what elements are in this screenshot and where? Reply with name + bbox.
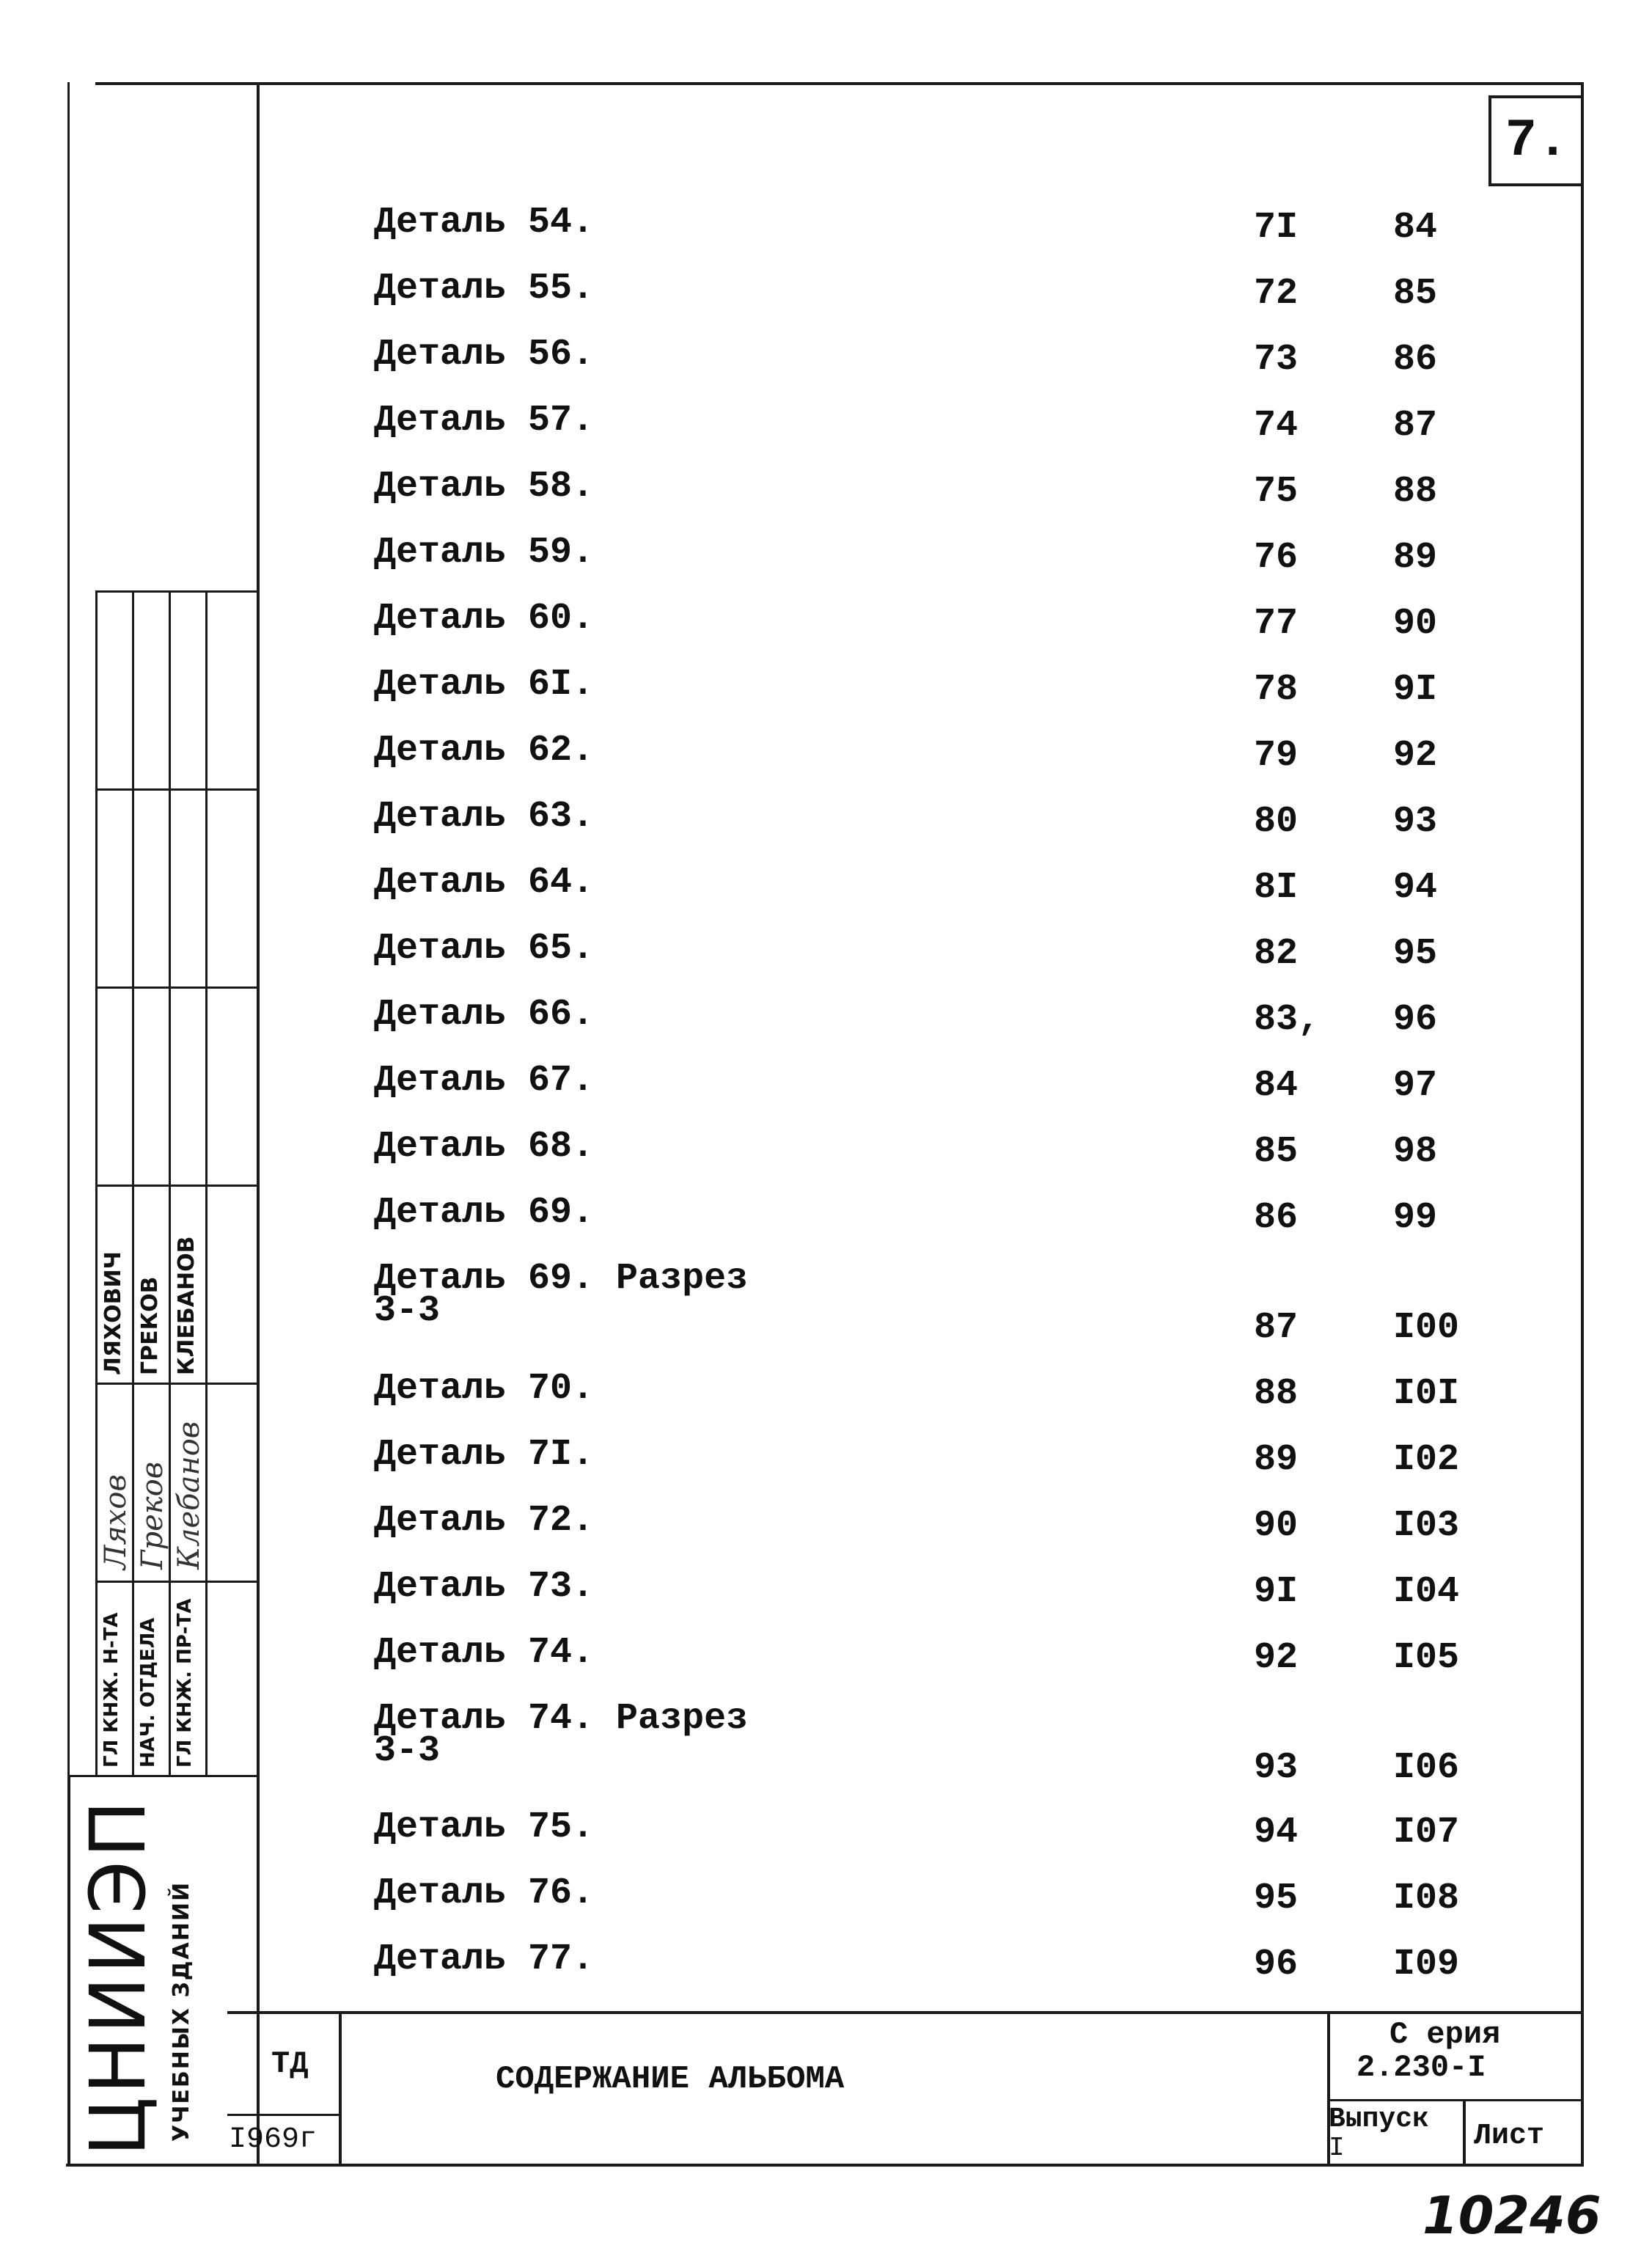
toc-label: Деталь 76. xyxy=(374,1872,595,1914)
toc-row xyxy=(352,1258,1496,1358)
toc-row xyxy=(352,928,1496,999)
toc-page-1: 87 xyxy=(1254,1307,1299,1349)
year-cell: I969г xyxy=(229,2123,317,2156)
toc-label: Деталь 72. xyxy=(374,1500,595,1542)
toc-page-2: 84 xyxy=(1393,207,1438,249)
org-name: ЦНИИЭП xyxy=(73,1797,163,2156)
toc-label: Деталь 68. xyxy=(374,1126,595,1168)
stamp-line xyxy=(95,1185,258,1187)
frame-top xyxy=(95,82,1584,85)
toc-label: Деталь 7I. xyxy=(374,1434,595,1476)
toc-page-1: 9I xyxy=(1254,1571,1299,1613)
toc-label: Деталь 58. xyxy=(374,466,595,508)
toc-page-1: 84 xyxy=(1254,1065,1299,1107)
toc-page-1: 85 xyxy=(1254,1131,1299,1173)
toc-label: Деталь 77. xyxy=(374,1938,595,1980)
toc-page-1: 90 xyxy=(1254,1505,1299,1547)
toc-row xyxy=(352,1126,1496,1197)
toc-label: Деталь 74. xyxy=(374,1632,595,1674)
toc-label: Деталь 60. xyxy=(374,598,595,640)
stamp-name-2: ГРЕКОВ xyxy=(137,1276,163,1375)
toc-page-1: 94 xyxy=(1254,1812,1299,1853)
toc-page-1: 93 xyxy=(1254,1747,1299,1789)
toc-page-2: I00 xyxy=(1393,1307,1460,1349)
toc-row xyxy=(352,1192,1496,1263)
toc-row xyxy=(352,598,1496,669)
toc-row xyxy=(352,1806,1496,1878)
toc-page-1: 79 xyxy=(1254,735,1299,777)
frame-right xyxy=(1581,82,1584,2165)
toc-page-2: I04 xyxy=(1393,1571,1460,1613)
toc-page-2: 87 xyxy=(1393,405,1438,447)
archive-number: 10246 xyxy=(1422,2186,1601,2246)
stamp-name-1: ЛЯХОВИЧ xyxy=(100,1251,126,1375)
toc-label: Деталь 69. xyxy=(374,1192,595,1234)
toc-label: Деталь 63. xyxy=(374,796,595,838)
toc-page-2: 86 xyxy=(1393,339,1438,381)
toc-page-2: I09 xyxy=(1393,1944,1460,1985)
toc-page-2: 95 xyxy=(1393,933,1438,975)
series-label: С ерия xyxy=(1389,2017,1501,2052)
toc-row xyxy=(352,334,1496,405)
toc-page-2: 99 xyxy=(1393,1197,1438,1239)
toc-page-2: I06 xyxy=(1393,1747,1460,1789)
stamp-line xyxy=(95,788,258,791)
toc-label: Деталь 64. xyxy=(374,862,595,904)
toc-page-1: 77 xyxy=(1254,603,1299,645)
toc-page-2: 92 xyxy=(1393,735,1438,777)
titleblock-row xyxy=(227,2114,340,2116)
toc-label: Деталь 65. xyxy=(374,928,595,970)
toc-row xyxy=(352,796,1496,867)
toc-row xyxy=(352,1434,1496,1505)
toc-page-1: 92 xyxy=(1254,1637,1299,1679)
toc-page-2: I05 xyxy=(1393,1637,1460,1679)
stamp-line xyxy=(67,1775,260,1777)
document-title: СОДЕРЖАНИЕ АЛЬБОМА xyxy=(496,2061,845,2098)
stamp-line xyxy=(95,590,258,593)
toc-row xyxy=(352,1698,1496,1798)
toc-page-1: 7I xyxy=(1254,207,1299,249)
toc-page-2: 89 xyxy=(1393,537,1438,579)
toc-page-1: 96 xyxy=(1254,1944,1299,1985)
toc-page-2: 85 xyxy=(1393,273,1438,315)
toc-row xyxy=(352,1872,1496,1944)
toc-label: Деталь 55. xyxy=(374,268,595,310)
toc-page-1: 89 xyxy=(1254,1439,1299,1481)
toc-page-1: 73 xyxy=(1254,339,1299,381)
toc-row xyxy=(352,532,1496,603)
sheet-number: 7. xyxy=(1488,95,1582,186)
toc-row xyxy=(352,1566,1496,1637)
toc-label: Деталь 56. xyxy=(374,334,595,376)
toc-page-2: 97 xyxy=(1393,1065,1438,1107)
toc-label: Деталь 59. xyxy=(374,532,595,574)
stamp-col xyxy=(205,590,208,1775)
toc-label: Деталь 54. xyxy=(374,202,595,244)
titleblock-col xyxy=(1463,2099,1466,2165)
toc-page-1: 8I xyxy=(1254,867,1299,909)
signature-3: Клебанов xyxy=(172,1421,206,1570)
stamp-col xyxy=(67,82,70,2164)
toc-row xyxy=(352,400,1496,471)
toc-page-2: 98 xyxy=(1393,1131,1438,1173)
toc-page-1: 76 xyxy=(1254,537,1299,579)
toc-page-2: I03 xyxy=(1393,1505,1460,1547)
toc-row xyxy=(352,1500,1496,1571)
toc-label: Деталь 57. xyxy=(374,400,595,442)
titleblock-top xyxy=(227,2011,1584,2014)
toc-page-1: 74 xyxy=(1254,405,1299,447)
toc-label: Деталь 67. xyxy=(374,1060,595,1102)
toc-page-2: I0I xyxy=(1393,1373,1460,1415)
signature-1: Ляхов xyxy=(99,1474,133,1570)
toc-page-1: 75 xyxy=(1254,471,1299,513)
stamp-position-2: НАЧ. ОТДЕЛА xyxy=(137,1617,159,1768)
toc-label: Деталь 70. xyxy=(374,1368,595,1410)
toc-page-2: 93 xyxy=(1393,801,1438,843)
stamp-position-3: ГЛ КНЖ. ПР-ТА xyxy=(174,1598,196,1768)
titleblock-row xyxy=(1327,2099,1584,2101)
frame-bottom xyxy=(66,2164,1584,2167)
toc-page-1: 82 xyxy=(1254,933,1299,975)
toc-label: Деталь 69. Разрез 3-3 xyxy=(374,1258,749,1332)
frame-left-inner xyxy=(257,82,260,2165)
toc-row xyxy=(352,862,1496,933)
toc-row xyxy=(352,1938,1496,2010)
toc-row xyxy=(352,730,1496,801)
org-subtitle: УЧЕБНЫХ ЗДАНИЙ xyxy=(169,1881,194,2142)
stamp-line xyxy=(95,1383,258,1385)
toc-label: Деталь 74. Разрез 3-3 xyxy=(374,1698,749,1772)
series-value: 2.230-I xyxy=(1357,2050,1486,2085)
toc-page-1: 72 xyxy=(1254,273,1299,315)
toc-page-1: 80 xyxy=(1254,801,1299,843)
toc-page-2: 96 xyxy=(1393,999,1438,1041)
toc-row xyxy=(352,466,1496,537)
sheet-label: Лист xyxy=(1474,2120,1545,2153)
issue-value: I xyxy=(1329,2133,1345,2163)
toc-page-2: I07 xyxy=(1393,1812,1460,1853)
toc-label: Деталь 75. xyxy=(374,1806,595,1848)
toc-page-1: 83, xyxy=(1254,999,1321,1041)
toc-page-1: 88 xyxy=(1254,1373,1299,1415)
toc-label: Деталь 6I. xyxy=(374,664,595,706)
stamp-line xyxy=(95,1581,258,1583)
stamp-name-3: КЛЕБАНОВ xyxy=(174,1236,199,1375)
toc-page-2: 9I xyxy=(1393,669,1438,711)
stamp-col xyxy=(95,590,98,1775)
toc-row xyxy=(352,994,1496,1065)
toc-row xyxy=(352,1632,1496,1703)
toc-row xyxy=(352,1368,1496,1439)
toc-page-1: 86 xyxy=(1254,1197,1299,1239)
toc-row xyxy=(352,1060,1496,1131)
toc-label: Деталь 73. xyxy=(374,1566,595,1608)
toc-page-2: 94 xyxy=(1393,867,1438,909)
toc-page-1: 78 xyxy=(1254,669,1299,711)
toc-page-2: 88 xyxy=(1393,471,1438,513)
toc-row xyxy=(352,268,1496,339)
toc-page-2: 90 xyxy=(1393,603,1438,645)
toc-page-2: I02 xyxy=(1393,1439,1460,1481)
stamp-line xyxy=(95,986,258,989)
toc-page-1: 95 xyxy=(1254,1878,1299,1919)
toc-page-2: I08 xyxy=(1393,1878,1460,1919)
toc-row xyxy=(352,664,1496,735)
stamp-col xyxy=(132,590,134,1775)
toc-label: Деталь 66. xyxy=(374,994,595,1036)
stamp-col xyxy=(169,590,171,1775)
toc-row xyxy=(352,202,1496,273)
signature-2: Греков xyxy=(136,1461,169,1570)
issue-label: Выпуск xyxy=(1329,2104,1429,2135)
code-cell: ТД xyxy=(271,2046,309,2082)
toc-label: Деталь 62. xyxy=(374,730,595,772)
titleblock-col xyxy=(339,2011,342,2165)
stamp-position-1: ГЛ КНЖ. Н-ТА xyxy=(100,1612,122,1768)
